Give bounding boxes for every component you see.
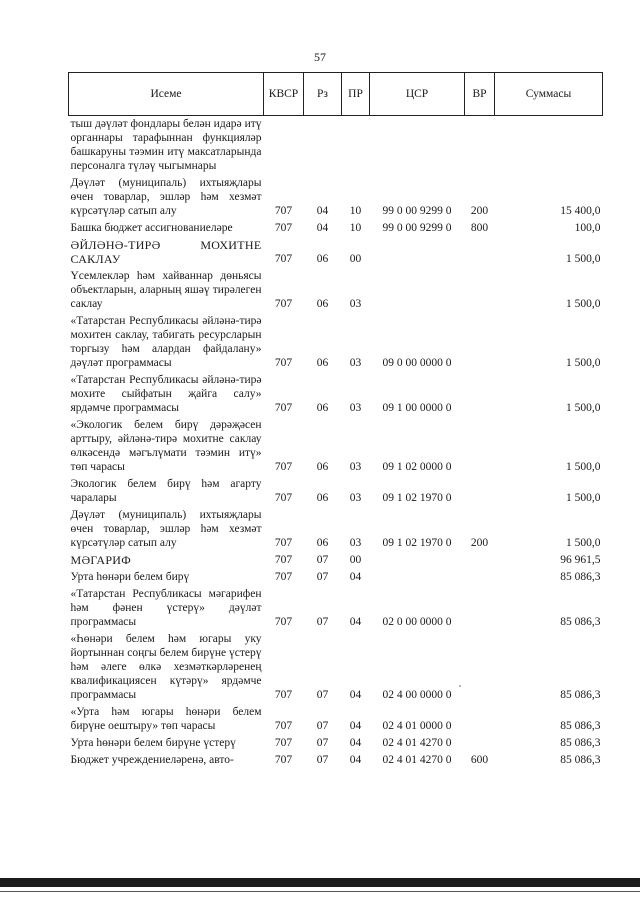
cell-rz: 06: [316, 492, 329, 504]
cell-kvsr: 707: [274, 616, 293, 628]
budget-table: [68, 72, 603, 769]
table-row: [69, 268, 603, 313]
cell-csr: [370, 116, 465, 176]
table-row: [69, 569, 603, 586]
table-row: [69, 237, 603, 268]
cell-sum: [495, 116, 603, 176]
cell-sum: 85 086,3: [560, 737, 601, 749]
cell-vr: [465, 735, 495, 752]
cell-csr: 02 4 01 0000 0: [382, 720, 452, 732]
cell-vr: 600: [470, 754, 489, 766]
column-header-kvsr: КВСР: [264, 73, 304, 116]
cell-rz: 07: [316, 737, 329, 749]
cell-vr: [465, 268, 495, 313]
cell-kvsr: 707: [274, 537, 293, 549]
cell-kvsr: 707: [274, 737, 293, 749]
scan-bottom-border: [0, 878, 640, 887]
table-row: [69, 476, 603, 507]
cell-pr: [342, 116, 370, 176]
cell-pr: 04: [349, 737, 362, 749]
cell-vr: [465, 116, 495, 176]
cell-rz: 07: [316, 754, 329, 766]
cell-csr: [370, 237, 465, 268]
cell-csr: 09 0 00 0000 0: [382, 357, 452, 369]
cell-sum: 1 500,0: [566, 253, 601, 265]
cell-rz: 06: [316, 357, 329, 369]
cell-name: «Экологик белем бирү дәрәҗәсен арттыру, әйләнә-тирә мохитне саклау өлкәсендә мәгълүмати тәэмин итү» төп чарасы: [70, 419, 262, 473]
cell-kvsr: 707: [274, 571, 293, 583]
cell-sum: 1 500,0: [566, 537, 601, 549]
cell-kvsr: 707: [274, 689, 293, 701]
table-row: [69, 752, 603, 769]
cell-name: «Урта һәм югары һөнәри белем бирүне оештыру» төп чарасы: [70, 706, 262, 732]
cell-csr: [370, 552, 465, 569]
cell-pr: 03: [349, 492, 362, 504]
cell-kvsr: 707: [274, 205, 293, 217]
cell-pr: 03: [349, 537, 362, 549]
cell-rz: 06: [316, 253, 329, 265]
cell-pr: 04: [349, 689, 362, 701]
cell-pr: 04: [349, 720, 362, 732]
cell-kvsr: 707: [274, 720, 293, 732]
cell-pr: 00: [349, 554, 362, 566]
cell-vr: [465, 417, 495, 476]
cell-kvsr: 707: [274, 402, 293, 414]
cell-rz: 06: [316, 537, 329, 549]
cell-vr: [465, 476, 495, 507]
cell-name: Урта һөнәри белем бирү: [70, 571, 190, 583]
cell-pr: 04: [349, 754, 362, 766]
cell-vr: [465, 372, 495, 417]
table-row: [69, 704, 603, 735]
cell-sum: 1 500,0: [566, 492, 601, 504]
cell-rz: 04: [316, 222, 329, 234]
cell-kvsr: 707: [274, 298, 293, 310]
table-row: [69, 116, 603, 176]
cell-csr: 09 1 02 0000 0: [382, 461, 452, 473]
column-header-sum: Суммасы: [495, 73, 603, 116]
cell-sum: 1 500,0: [566, 402, 601, 414]
cell-sum: 85 086,3: [560, 720, 601, 732]
cell-kvsr: 707: [274, 461, 293, 473]
column-header-rz: Рз: [304, 73, 342, 116]
cell-rz: 06: [316, 402, 329, 414]
cell-name: ӘЙЛӘНӘ-ТИРӘ МОХИТНЕ САКЛАУ: [70, 238, 262, 266]
scan-artifact: [459, 685, 461, 687]
cell-rz: 07: [316, 616, 329, 628]
cell-pr: 03: [349, 298, 362, 310]
cell-csr: [370, 569, 465, 586]
cell-rz: 04: [316, 205, 329, 217]
cell-sum: 1 500,0: [566, 298, 601, 310]
cell-rz: 07: [316, 720, 329, 732]
column-header-vr: ВР: [465, 73, 495, 116]
cell-pr: 03: [349, 357, 362, 369]
cell-vr: [465, 237, 495, 268]
cell-rz: 06: [316, 298, 329, 310]
table-row: [69, 417, 603, 476]
cell-vr: 800: [470, 222, 489, 234]
cell-vr: [465, 552, 495, 569]
cell-name: Дәүләт (муниципаль) ихтыяҗлары өчен товарлар, эшләр һәм хезмәт күрсәтүләр сатып алу: [70, 509, 262, 549]
cell-vr: 200: [470, 205, 489, 217]
cell-pr: 04: [349, 571, 362, 583]
cell-name: Дәүләт (муниципаль) ихтыяҗлары өчен товарлар, эшләр һәм хезмәт күрсәтүләр сатып алу: [70, 177, 262, 217]
table-row: [69, 220, 603, 237]
cell-kvsr: 707: [274, 253, 293, 265]
page-number: 57: [314, 50, 326, 64]
cell-csr: 02 4 01 4270 0: [382, 754, 452, 766]
cell-sum: 85 086,3: [560, 616, 601, 628]
cell-vr: [465, 313, 495, 372]
cell-pr: 03: [349, 402, 362, 414]
cell-name: Экологик белем бирү һәм агарту чаралары: [70, 478, 262, 504]
cell-rz: 07: [316, 554, 329, 566]
cell-csr: 02 0 00 0000 0: [382, 616, 452, 628]
cell-kvsr: 707: [274, 222, 293, 234]
cell-csr: 02 4 01 4270 0: [382, 737, 452, 749]
cell-sum: 15 400,0: [560, 205, 601, 217]
cell-vr: [465, 704, 495, 735]
cell-csr: 02 4 00 0000 0: [382, 689, 452, 701]
cell-rz: 06: [316, 461, 329, 473]
cell-pr: 03: [349, 461, 362, 473]
cell-vr: [465, 569, 495, 586]
cell-kvsr: 707: [274, 357, 293, 369]
cell-kvsr: 707: [274, 554, 293, 566]
cell-name: «Һөнәри белем һәм югары уку йортыннан соңгы белем бирүне үстерү һәм әлеге өлкә хезмәткәрләренең квалификациясен күтәрү» ярдәмче программасы: [70, 633, 262, 701]
table-row: [69, 372, 603, 417]
cell-vr: [465, 586, 495, 631]
cell-name: «Татарстан Республикасы мәгарифен һәм фәнен үстерү» дәүләт программасы: [70, 588, 262, 628]
table-row: [69, 175, 603, 220]
table-row: [69, 631, 603, 704]
cell-sum: 1 500,0: [566, 461, 601, 473]
cell-name: Башка бюджет ассигнованиеләре: [70, 222, 233, 234]
cell-csr: 99 0 00 9299 0: [382, 222, 452, 234]
table-row: [69, 735, 603, 752]
cell-sum: 85 086,3: [560, 689, 601, 701]
column-header-name: Исеме: [69, 73, 264, 116]
cell-sum: 100,0: [574, 222, 601, 234]
cell-pr: 04: [349, 616, 362, 628]
cell-kvsr: 707: [274, 492, 293, 504]
cell-kvsr: [264, 116, 304, 176]
cell-name: МӘГАРИФ: [70, 553, 132, 567]
column-header-csr: ЦСР: [370, 73, 465, 116]
cell-name: «Татарстан Республикасы әйләнә-тирә мохите сыйфатын җайга салу» ярдәмче программасы: [70, 374, 262, 414]
table-header-row: [69, 73, 603, 116]
cell-csr: [370, 268, 465, 313]
cell-vr: 200: [470, 537, 489, 549]
cell-sum: 96 961,5: [560, 554, 601, 566]
cell-sum: 85 086,3: [560, 754, 601, 766]
cell-name: Урта һөнәри белем бирүне үстерү: [70, 737, 236, 749]
cell-name: «Татарстан Республикасы әйләнә-тирә мохитен саклау, табигать ресурсларын торгызу һәм алардан файдалану» дәүләт программасы: [70, 315, 262, 369]
table-row: [69, 586, 603, 631]
cell-name: Бюджет учреждениеләренә, авто-: [70, 754, 234, 766]
table-row: [69, 507, 603, 552]
scan-bottom-line: [0, 891, 640, 892]
cell-sum: 85 086,3: [560, 571, 601, 583]
cell-pr: 10: [349, 205, 362, 217]
cell-rz: 07: [316, 571, 329, 583]
cell-pr: 10: [349, 222, 362, 234]
cell-csr: 09 1 00 0000 0: [382, 402, 452, 414]
table-body: [69, 116, 603, 770]
cell-sum: 1 500,0: [566, 357, 601, 369]
cell-vr: [465, 631, 495, 704]
cell-csr: 09 1 02 1970 0: [382, 537, 452, 549]
table-row: [69, 313, 603, 372]
cell-csr: 09 1 02 1970 0: [382, 492, 452, 504]
cell-rz: [304, 116, 342, 176]
cell-csr: 99 0 00 9299 0: [382, 205, 452, 217]
cell-pr: 00: [349, 253, 362, 265]
column-header-pr: ПР: [342, 73, 370, 116]
cell-kvsr: 707: [274, 754, 293, 766]
cell-name: тыш дәүләт фондлары белән идарә итү органнары тарафыннан функцияләр башкаруны тәэмин итү максатларында персоналга түләү чыгымнары: [70, 118, 262, 172]
table-row: [69, 552, 603, 569]
cell-rz: 07: [316, 689, 329, 701]
cell-name: Үсемлекләр һәм хайваннар дөньясы объектларын, аларның яшәү тирәлеген саклау: [70, 270, 262, 310]
